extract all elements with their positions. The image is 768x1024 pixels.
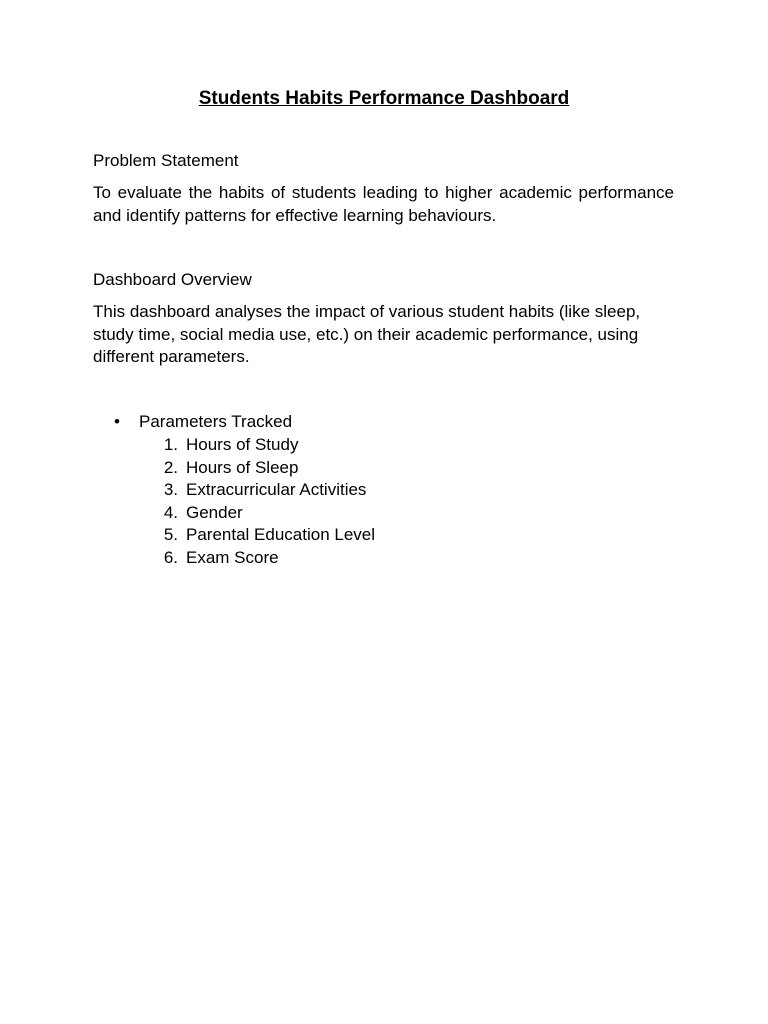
problem-statement-text: To evaluate the habits of students leading to higher academic performance and identify patterns for effective learning behaviours. [93, 183, 674, 225]
list-item [150, 502, 243, 525]
list-item [150, 547, 279, 570]
list-item [150, 434, 299, 457]
list-item-text: Extracurricular Activities [186, 480, 367, 499]
list-item-text: Exam Score [186, 547, 279, 567]
list-item-number: 6. [163, 547, 178, 567]
list-item [150, 457, 299, 480]
list-item-text: Hours of Sleep [186, 457, 299, 477]
list-item-number: 2. [163, 457, 178, 477]
parameters-label: Parameters Tracked [139, 412, 293, 431]
list-item [150, 479, 367, 502]
parameters-list [150, 434, 376, 569]
list-item-number: 5. [163, 525, 178, 544]
list-item-text: Hours of Study [186, 435, 299, 454]
dashboard-overview-text: This dashboard analyses the impact of various student habits (like sleep, study time, social media use, etc.) on their academic performance, using different parameters. [93, 302, 641, 366]
problem-statement-heading: Problem Statement [93, 151, 239, 170]
bullet-icon: • [114, 412, 120, 431]
dashboard-overview-heading: Dashboard Overview [93, 270, 252, 289]
list-item-number: 1. [163, 435, 178, 454]
list-item-text: Parental Education Level [186, 525, 376, 544]
list-item-text: Gender [186, 502, 243, 522]
list-item-number: 4. [163, 502, 178, 522]
list-item [150, 524, 376, 547]
document-title: Students Habits Performance Dashboard [198, 88, 570, 109]
list-item-number: 3. [163, 480, 178, 499]
